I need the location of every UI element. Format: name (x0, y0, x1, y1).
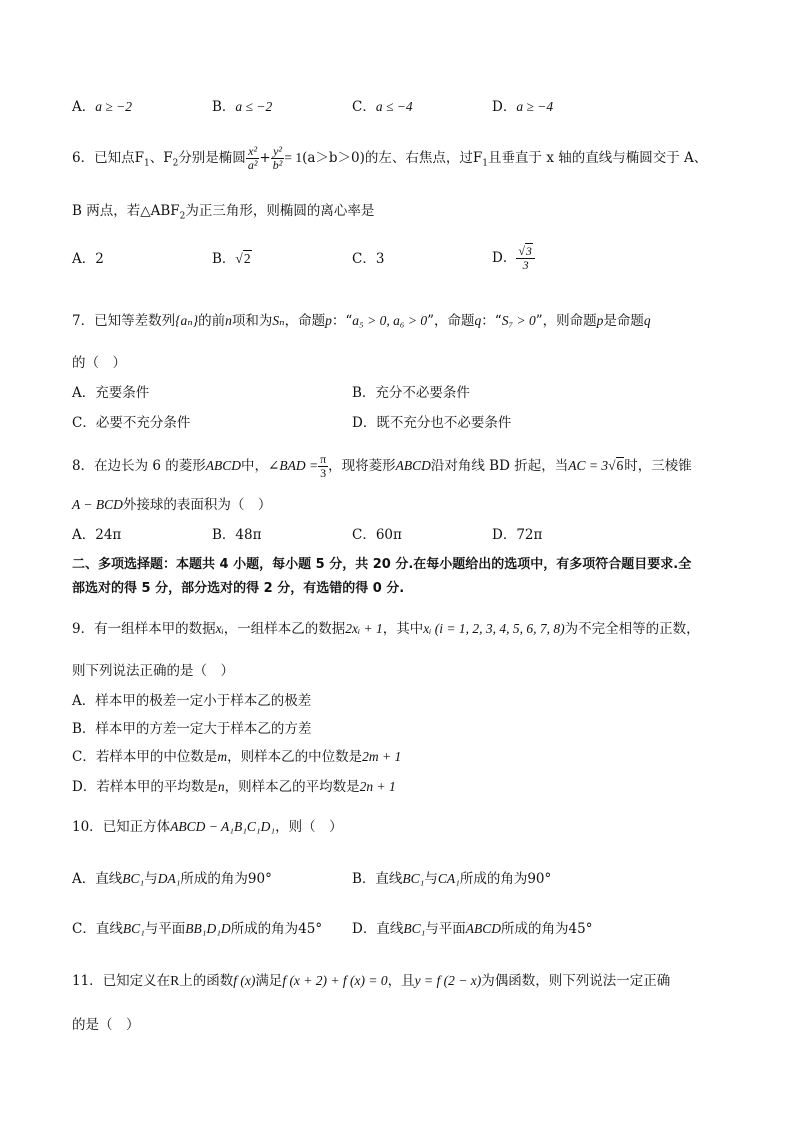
q9-option-a: A．样本甲的极差一定小于样本乙的极差 (72, 693, 312, 709)
q9-stem-line1: 9．有一组样本甲的数据xᵢ，一组样本乙的数据2xᵢ + 1，其中xᵢ (i = 1, 2, 3, 4, 5, 6, 7, 8)为不完全相等的正数， (72, 621, 700, 637)
q9-stem-line2: 则下列说法正确的是（ ） (72, 663, 234, 679)
q7-option-d: D．既不充分也不必要条件 (352, 415, 512, 431)
q11-stem-line2: 的是（ ） (72, 1017, 140, 1033)
q10-option-c: C．直线BC₁与平面BB₁D₁D所成的角为45° (72, 921, 323, 937)
q6-option-b: B．√2 (212, 251, 251, 267)
q7-option-a: A．充要条件 (72, 385, 150, 401)
q8-option-b: B．48π (212, 527, 262, 543)
q8-stem-line1: 8．在边长为 6 的菱形ABCD中，∠BAD = $\frac{\pi}{3}$ ，现将菱形ABCD沿对角线 BD 折起，当AC = 3√6时，三棱锥 (72, 452, 692, 480)
q10-option-a: A．直线BC₁与DA₁所成的角为90° (72, 871, 272, 887)
section2-heading-line2: 部选对的得 5 分，部分选对的得 2 分，有选错的得 0 分. (72, 581, 405, 596)
q6-option-c: C．3 (352, 251, 385, 267)
q7-stem-line2: 的（ ） (72, 355, 126, 371)
ellipse-x-fraction: $\frac{\text{x²}}{\text{a²}}$ (247, 144, 258, 172)
ellipse-y-fraction: $\frac{\text{y²}}{\text{b²}}$ (272, 144, 283, 172)
q9-option-d: D．若样本甲的平均数是n，则样本乙的平均数是2n + 1 (72, 779, 396, 795)
q6-stem-line1: 6．已知点$F_1$、$F_2$分别是椭圆 $\frac{\text{x²}}{\text{a²}}$ + $\frac{\text{y²}}{\text{b²}}$ = 1(a＞b＞0)的左、右焦点，过$F_1$且垂直于 x 轴的直线与椭圆交于 A、 (72, 144, 708, 172)
q5-option-c: C．a ≤ −4 (352, 99, 413, 115)
section2-heading-line1: 二、多项选择题：本题共 4 小题，每小题 5 分，共 20 分.在每小题给出的选项中，有多项符合题目要求.全 (72, 557, 692, 572)
q11-stem-line1: 11．已知定义在R上的函数f (x)满足f (x + 2) + f (x) = 0，且y = f (2 − x)为偶函数，则下列说法一定正确 (72, 973, 671, 989)
q10-option-d: D．直线BC₁与平面ABCD所成的角为45° (352, 921, 593, 937)
q10-stem: 10．已知正方体ABCD − A₁B₁C₁D₁，则（ ） (72, 819, 343, 835)
q8-option-d: D．72π (492, 527, 543, 543)
q5-option-a: A．a ≥ −2 (72, 99, 133, 115)
q8-option-c: C．60π (352, 527, 402, 543)
q7-option-b: B．充分不必要条件 (352, 385, 470, 401)
q7-stem-line1: 7．已知等差数列{aₙ}的前n项和为Sₙ，命题p：“a₅ > 0, a₆ > 0”，命题q：“S₇ > 0”，则命题p是命题q (72, 313, 651, 329)
q5-option-b: B．a ≤ −2 (212, 99, 273, 115)
q7-option-c: C．必要不充分条件 (72, 415, 191, 431)
q6-option-d: D． $\frac{√3}{3}$ (492, 236, 535, 280)
q6-option-a: A．2 (72, 251, 104, 267)
q9-option-b: B．样本甲的方差一定大于样本乙的方差 (72, 721, 312, 737)
q8-option-a: A．24π (72, 527, 122, 543)
q5-option-d: D．a ≥ −4 (492, 99, 554, 115)
q9-option-c: C．若样本甲的中位数是m，则样本乙的中位数是2m + 1 (72, 749, 402, 765)
q6-stem-line2: B 两点，若$\triangle ABF_2$为正三角形，则椭圆的离心率是 (72, 203, 375, 222)
q8-stem-line2: A − BCD外接球的表面积为（ ） (72, 497, 272, 513)
q10-option-b: B．直线BC₁与CA₁所成的角为90° (352, 871, 552, 887)
